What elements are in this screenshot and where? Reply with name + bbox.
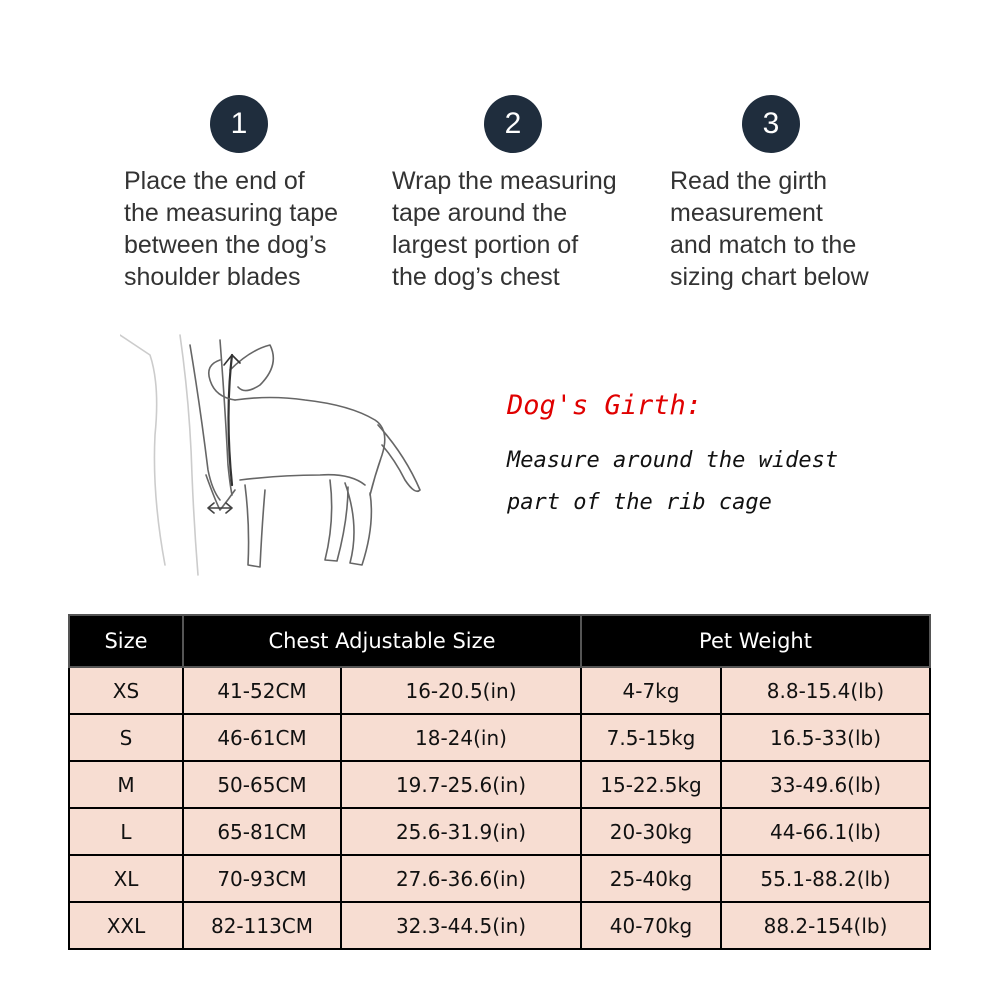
cell-size: S [69, 714, 183, 761]
cell-weight-kg: 25-40kg [581, 855, 721, 902]
cell-chest-cm: 70-93CM [183, 855, 341, 902]
cell-chest-cm: 82-113CM [183, 902, 341, 949]
step-number-circle: 3 [742, 95, 800, 153]
cell-weight-lb: 55.1-88.2(lb) [721, 855, 930, 902]
table-row [69, 808, 930, 855]
cell-size: XS [69, 667, 183, 714]
cell-weight-kg: 40-70kg [581, 902, 721, 949]
cell-chest-cm: 65-81CM [183, 808, 341, 855]
cell-chest-cm: 46-61CM [183, 714, 341, 761]
cell-chest-in: 32.3-44.5(in) [341, 902, 581, 949]
cell-chest-cm: 50-65CM [183, 761, 341, 808]
cell-weight-lb: 33-49.6(lb) [721, 761, 930, 808]
size-chart-table [68, 614, 931, 950]
header-size: Size [69, 615, 183, 667]
cell-weight-kg: 7.5-15kg [581, 714, 721, 761]
header-chest: Chest Adjustable Size [183, 615, 581, 667]
step-3 [670, 95, 930, 293]
cell-chest-in: 19.7-25.6(in) [341, 761, 581, 808]
dog-measuring-illustration [120, 325, 450, 580]
step-description: Read the girth measurement and match to the sizing chart below [670, 167, 869, 291]
girth-title: Dog's Girth: [507, 390, 703, 421]
cell-weight-kg: 4-7kg [581, 667, 721, 714]
step-1 [124, 95, 384, 293]
step-number-circle: 1 [210, 95, 268, 153]
step-description: Place the end of the measuring tape between the dog’s shoulder blades [124, 167, 339, 291]
cell-weight-lb: 8.8-15.4(lb) [721, 667, 930, 714]
cell-chest-cm: 41-52CM [183, 667, 341, 714]
cell-weight-kg: 15-22.5kg [581, 761, 721, 808]
cell-size: XXL [69, 902, 183, 949]
table-row [69, 761, 930, 808]
cell-size: XL [69, 855, 183, 902]
cell-chest-in: 25.6-31.9(in) [341, 808, 581, 855]
header-weight: Pet Weight [581, 615, 930, 667]
cell-chest-in: 16-20.5(in) [341, 667, 581, 714]
step-number-circle: 2 [484, 95, 542, 153]
step-2 [392, 95, 652, 293]
cell-chest-in: 27.6-36.6(in) [341, 855, 581, 902]
cell-weight-kg: 20-30kg [581, 808, 721, 855]
cell-weight-lb: 88.2-154(lb) [721, 902, 930, 949]
cell-size: M [69, 761, 183, 808]
table-header-row [69, 615, 930, 667]
table-row [69, 667, 930, 714]
cell-chest-in: 18-24(in) [341, 714, 581, 761]
cell-size: L [69, 808, 183, 855]
table-row [69, 714, 930, 761]
table-row [69, 855, 930, 902]
cell-weight-lb: 16.5-33(lb) [721, 714, 930, 761]
table-row [69, 902, 930, 949]
cell-weight-lb: 44-66.1(lb) [721, 808, 930, 855]
step-description: Wrap the measuring tape around the largest portion of the dog’s chest [392, 167, 617, 291]
girth-description: Measure around the widest part of the rib cage [507, 448, 839, 515]
